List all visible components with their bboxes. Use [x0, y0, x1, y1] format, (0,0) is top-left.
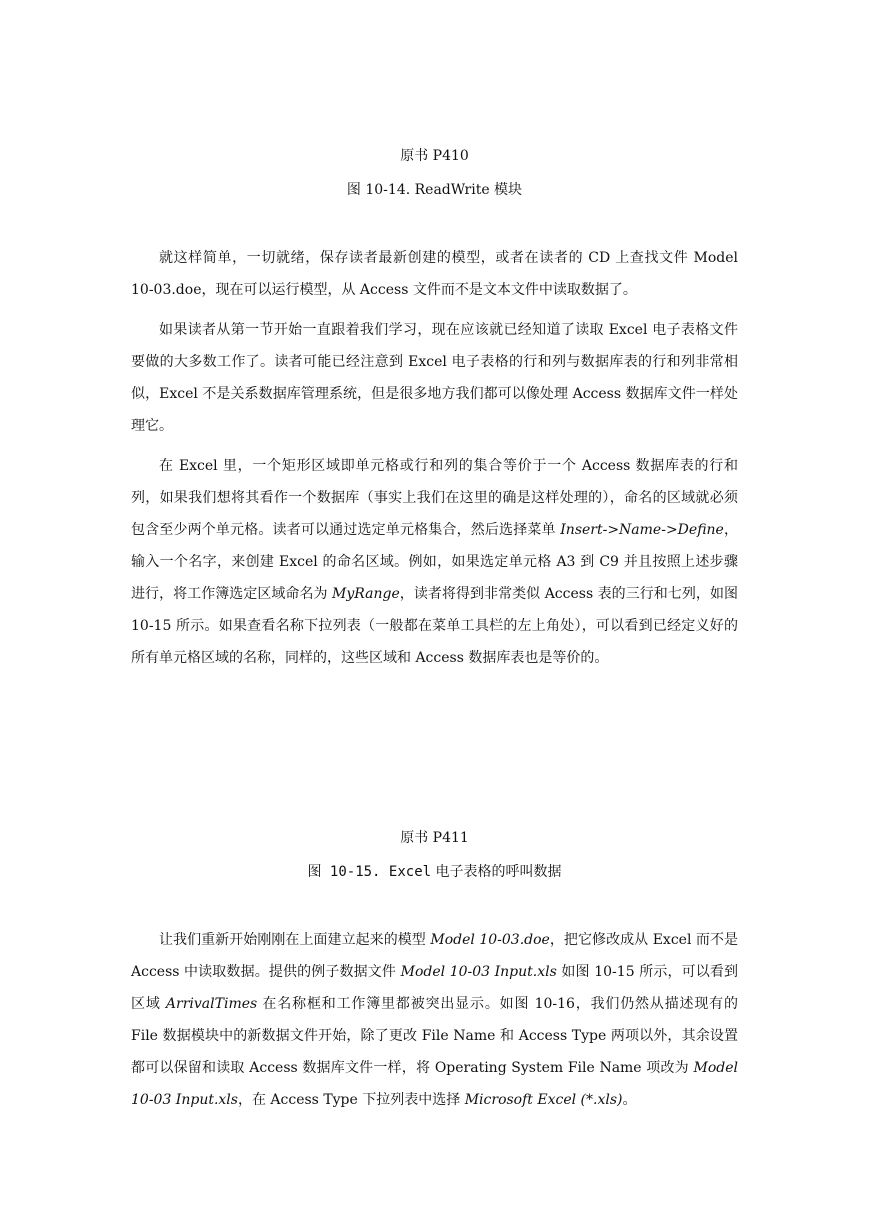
paragraph-1: 就这样简单，一切就绪，保存读者最新创建的模型，或者在读者的 CD 上查找文件 Model 10-03.doe，现在可以运行模型，从 Access 文件而不是文本文件中读取数据了。: [131, 250, 738, 298]
figure-caption-10-15: [0, 862, 869, 882]
model-file-name: Model 10-03.doe: [430, 932, 550, 948]
input-file-name-2: Model 10-03 Input.xls: [131, 1060, 738, 1108]
range-name-arrivaltimes: ArrivalTimes: [165, 996, 258, 1012]
paragraph-3-text-c: ，读者将得到非常类似 Access 表的三行和七列，如图 10-15 所示。如果查看名称下拉列表（一般都在菜单工具栏的左上角处），可以看到已经定义好的所有单元格区域的名称，同样的，这些区域和 Access 数据库表也是等价的。: [131, 586, 738, 666]
paragraph-4-text-f: 。: [622, 1092, 637, 1108]
paragraph-2: 如果读者从第一节开始一直跟着我们学习，现在应该就已经知道了读取 Excel 电子表格文件要做的大多数工作了。读者可能已经注意到 Excel 电子表格的行和列与数据库表的行和列非常相似，Excel 不是关系数据库管理系统，但是很多地方我们都可以像处理 Access 数据库文件一样处理它。: [131, 322, 738, 434]
paragraph-3: [131, 450, 738, 674]
range-name-myrange: MyRange: [332, 586, 400, 602]
paragraph-4-text-a: 让我们重新开始刚刚在上面建立起来的模型: [159, 932, 431, 948]
access-type-excel: Microsoft Excel (*.xls): [464, 1092, 623, 1108]
paragraph-4-text-b: ，把它修改成从 Excel 而不是 Access 中读取数据。提供的例子数据文件: [131, 932, 739, 980]
paragraph-4-text-d: 在名称框和工作簿里都被突出显示。如图 10-16，我们仍然从描述现有的 File 数据模块中的新数据文件开始，除了更改 File Name 和 Access Type 两项以外，其余设置都可以保留和读取 Access 数据库文件一样，将 Operating System File Name 项改为: [131, 996, 738, 1076]
paragraph-3-text-b: ，输入一个名字，来创建 Excel 的命名区域。例如，如果选定单元格 A3 到 C9 并且按照上述步骤进行，将工作簿选定区域命名为: [131, 522, 738, 602]
source-page-ref-p410: 原书 P410: [400, 148, 469, 164]
paragraph-3-text-a: 在 Excel 里，一个矩形区域即单元格或行和列的集合等价于一个 Access 数据库表的行和列，如果我们想将其看作一个数据库（事实上我们在这里的确是这样处理的），命名的区域就必须包含至少两个单元格。读者可以通过选定单元格集合，然后选择菜单: [131, 458, 738, 538]
input-file-name: Model 10-03 Input.xls: [400, 964, 557, 980]
source-page-ref-p411: 原书 P411: [400, 830, 469, 846]
paragraph-4: [131, 924, 738, 1116]
menu-path-insert-name-define: Insert->Name->Define: [560, 522, 724, 538]
figure-caption-10-15-suffix: 电子表格的呼叫数据: [435, 864, 562, 880]
figure-caption-10-15-prefix: 图 10-15. Excel: [307, 864, 432, 880]
paragraph-4-text-c: 如图 10-15 所示，可以看到区域: [131, 964, 738, 1012]
figure-caption-10-14: 图 10-14. ReadWrite 模块: [346, 182, 523, 198]
paragraph-4-text-e: ，在 Access Type 下拉列表中选择: [237, 1092, 465, 1108]
